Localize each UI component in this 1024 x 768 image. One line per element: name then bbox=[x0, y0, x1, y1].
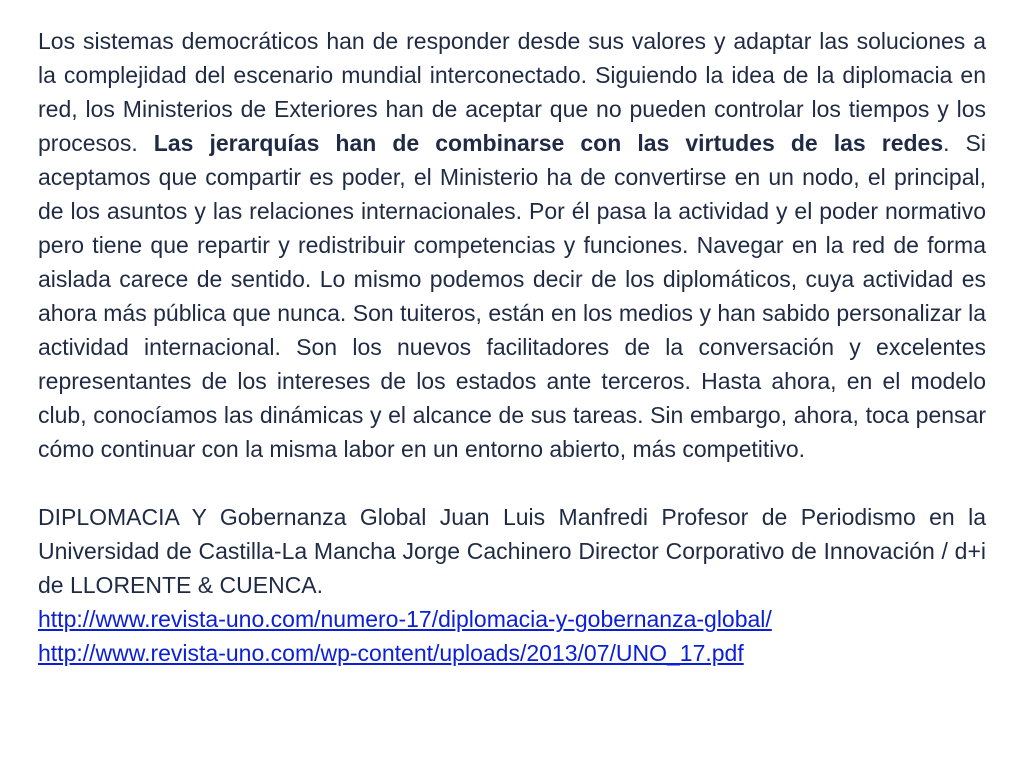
paragraph-text-intro: Los sistemas democráticos han de responder desde sus valores y adaptar las soluciones a la complejidad del escenario mundial interconectado. Siguiendo la idea de la diplomacia en red, los Ministerios de Exteriores han de aceptar que no pueden controlar los tiempos y los procesos. bbox=[38, 28, 986, 156]
paragraph-bold-highlight: Las jerarquías han de combinarse con las virtudes de las redes bbox=[153, 130, 944, 156]
reference-link-article[interactable]: http://www.revista-uno.com/numero-17/diplomacia-y-gobernanza-global/ bbox=[38, 606, 772, 632]
slide-body bbox=[38, 24, 986, 670]
reference-link-pdf[interactable]: http://www.revista-uno.com/wp-content/uploads/2013/07/UNO_17.pdf bbox=[38, 640, 744, 666]
spacer bbox=[38, 466, 986, 500]
reference-links bbox=[38, 602, 986, 670]
main-paragraph bbox=[38, 24, 986, 466]
paragraph-text-rest: . Si aceptamos que compartir es poder, el Ministerio ha de convertirse en un nodo, el principal, de los asuntos y las relaciones internacionales. Por él pasa la actividad y el poder normativo pero tiene que repartir y redistribuir competencias y funciones. Navegar en la red de forma aislada carece de sentido. Lo mismo podemos decir de los diplomáticos, cuya actividad es ahora más pública que nunca. Son tuiteros, están en los medios y han sabido personalizar la actividad internacional. Son los nuevos facilitadores de la conversación y excelentes representantes de los intereses de los estados ante terceros. Hasta ahora, en el modelo club, conocíamos las dinámicas y el alcance de sus tareas. Sin embargo, ahora, toca pensar cómo continuar con la misma labor en un entorno abierto, más competitivo. bbox=[38, 130, 987, 462]
citation-paragraph: DIPLOMACIA Y Gobernanza Global Juan Luis Manfredi Profesor de Periodismo en la Universidad de Castilla-La Mancha Jorge Cachinero Director Corporativo de Innovación / d+i de LLORENTE & CUENCA. bbox=[38, 504, 986, 598]
